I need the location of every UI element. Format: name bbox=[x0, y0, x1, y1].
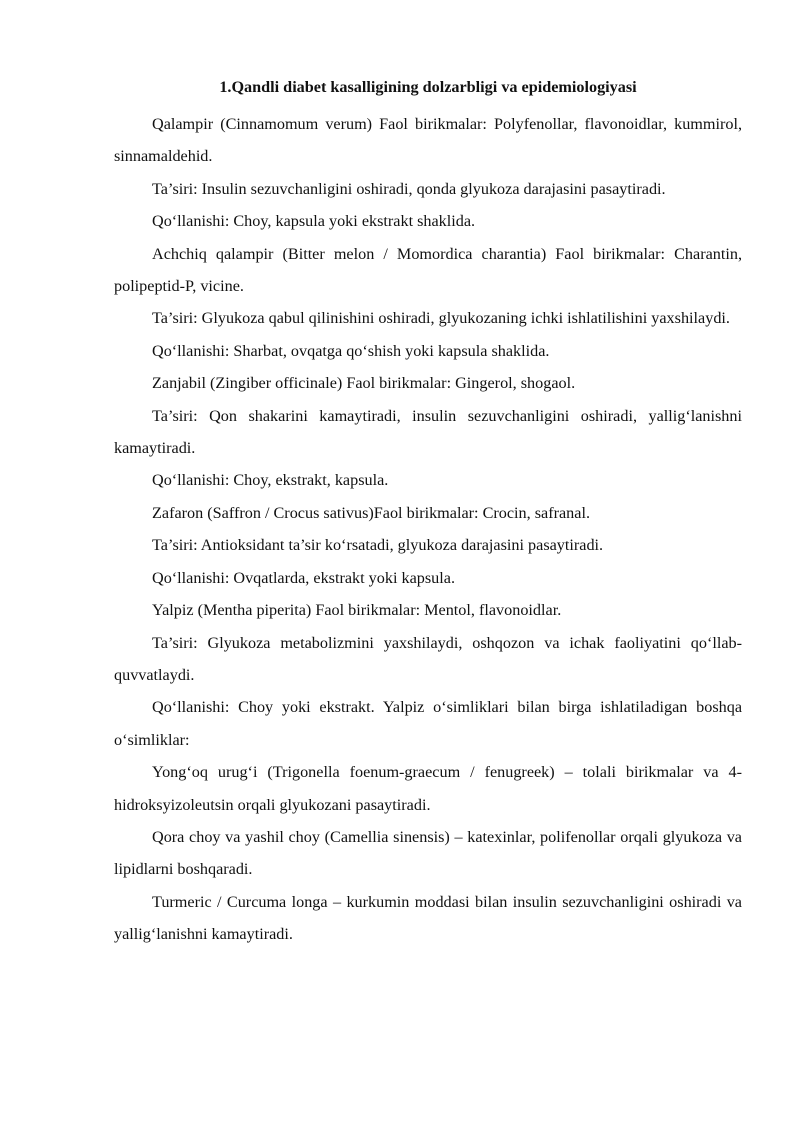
paragraph-bitter-melon: Achchiq qalampir (Bitter melon / Momordica charantia) Faol birikmalar: Charantin, polipeptid-P, vicine. bbox=[114, 244, 742, 296]
paragraph-ginger-effect: Ta’siri: Qon shakarini kamaytiradi, insulin sezuvchanligini oshiradi, yallig‘lanishni kamaytiradi. bbox=[114, 406, 742, 458]
paragraph-mint-usage: Qo‘llanishi: Choy yoki ekstrakt. Yalpiz o‘simliklari bilan birga ishlatiladigan boshqa o‘simliklar: bbox=[114, 698, 742, 749]
document-body bbox=[114, 76, 742, 951]
paragraph-bitter-melon-effect: Ta’siri: Glyukoza qabul qilinishini oshiradi, glyukozaning ichki ishlatilishini yaxshilaydi. bbox=[152, 309, 730, 328]
section-title: 1.Qandli diabet kasalligining dolzarbligi va epidemiologiyasi bbox=[219, 78, 637, 96]
paragraph-ginger: Zanjabil (Zingiber officinale) Faol birikmalar: Gingerol, shogaol. bbox=[152, 374, 576, 393]
paragraph-saffron-effect: Ta’siri: Antioksidant ta’sir ko‘rsatadi, glyukoza darajasini pasaytiradi. bbox=[152, 536, 604, 555]
paragraph-bitter-melon-usage: Qo‘llanishi: Sharbat, ovqatga qo‘shish yoki kapsula shaklida. bbox=[152, 341, 550, 360]
paragraph-mint-effect: Ta’siri: Glyukoza metabolizmini yaxshilaydi, oshqozon va ichak faoliyatini qo‘llab-quvvatlaydi. bbox=[114, 633, 742, 684]
paragraph-cinnamon-effect: Ta’siri: Insulin sezuvchanligini oshiradi, qonda glyukoza darajasini pasaytiradi. bbox=[152, 179, 666, 198]
paragraph-turmeric: Turmeric / Curcuma longa – kurkumin moddasi bilan insulin sezuvchanligini oshiradi va yallig‘lanishni kamaytiradi. bbox=[114, 892, 742, 944]
paragraph-tea: Qora choy va yashil choy (Camellia sinensis) – katexinlar, polifenollar orqali glyukoza va lipidlarni boshqaradi. bbox=[114, 827, 742, 879]
paragraph-mint: Yalpiz (Mentha piperita) Faol birikmalar: Mentol, flavonoidlar. bbox=[152, 601, 562, 620]
paragraph-saffron: Zafaron (Saffron / Crocus sativus)Faol birikmalar: Crocin, safranal. bbox=[152, 503, 590, 522]
paragraph-fenugreek: Yong‘oq urug‘i (Trigonella foenum-graecum / fenugreek) – tolali birikmalar va 4-hidroksyizoleutsin orqali glyukozani pasaytiradi. bbox=[114, 763, 742, 814]
paragraph-cinnamon: Qalampir (Cinnamomum verum) Faol birikmalar: Polyfenollar, flavonoidlar, kummirol, sinnamaldehid. bbox=[114, 115, 742, 166]
paragraph-cinnamon-usage: Qo‘llanishi: Choy, kapsula yoki ekstrakt shaklida. bbox=[152, 212, 476, 231]
paragraph-ginger-usage: Qo‘llanishi: Choy, ekstrakt, kapsula. bbox=[152, 471, 389, 490]
paragraph-saffron-usage: Qo‘llanishi: Ovqatlarda, ekstrakt yoki kapsula. bbox=[152, 568, 455, 587]
